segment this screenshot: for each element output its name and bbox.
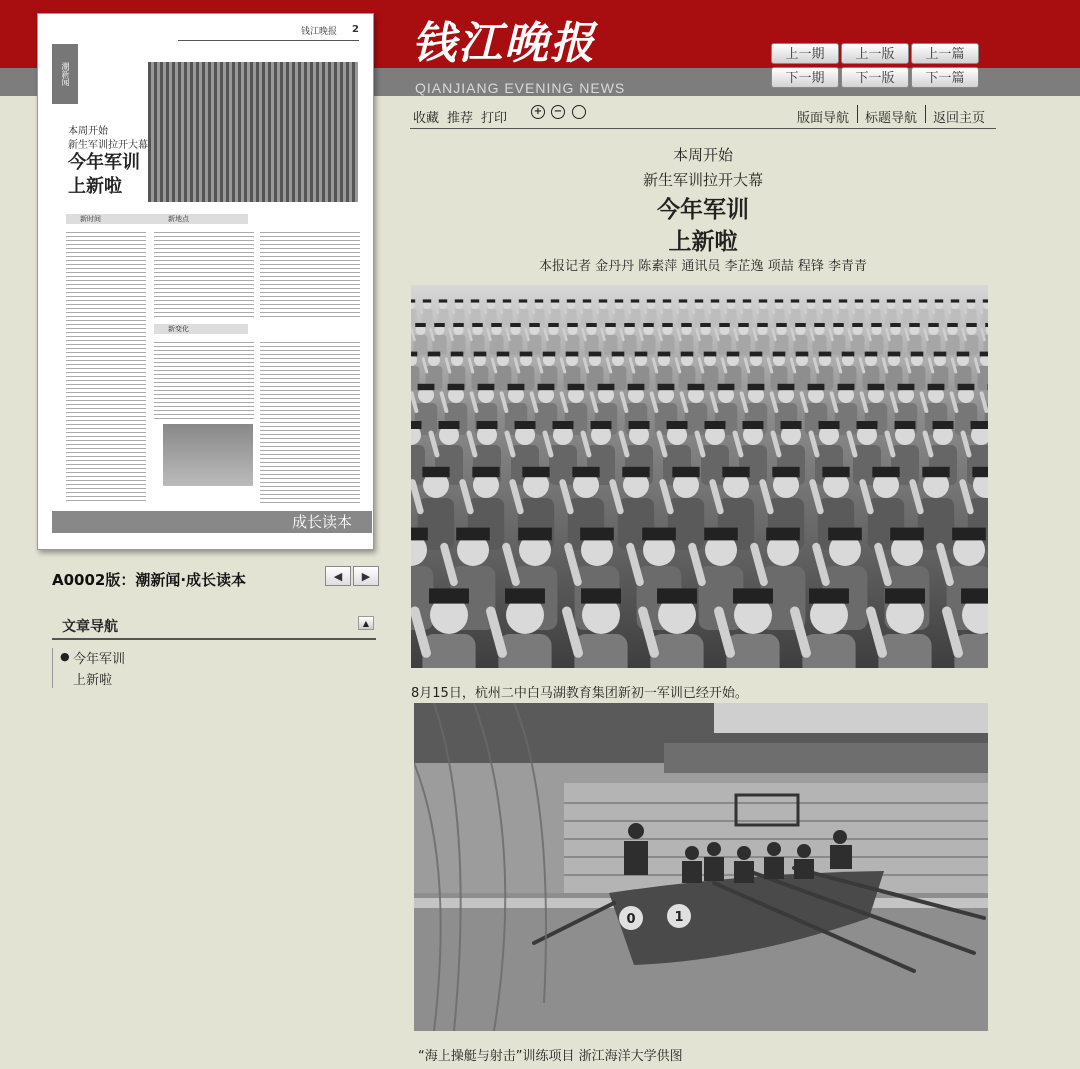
prev-edition-icon[interactable]: ◀: [325, 566, 351, 586]
zoom-out-icon[interactable]: −: [551, 105, 565, 119]
next-article-button[interactable]: 下一篇: [911, 67, 979, 88]
issue-navigation: [771, 43, 981, 88]
edition-pager: [325, 566, 381, 586]
thumbnail-paper-name: 钱江晚报: [300, 27, 337, 37]
article-nav-link[interactable]: 今年军训: [73, 652, 126, 667]
prev-issue-button[interactable]: 上一期: [771, 43, 839, 64]
article-headline-line1: 今年军训: [657, 197, 749, 223]
article-nav-title: 文章导航: [62, 619, 118, 635]
thumbnail-second-photo: [163, 424, 253, 486]
page-thumbnail[interactable]: [37, 13, 374, 550]
thumbnail-section-2: 新地点: [154, 214, 248, 224]
thumbnail-text-column: [154, 229, 254, 319]
page-navigation-link[interactable]: 版面导航: [797, 111, 850, 126]
article-toolbar: [410, 104, 996, 129]
article-nav-list: [52, 648, 253, 688]
boat-number-left: 0: [626, 912, 636, 927]
thumbnail-header: [178, 20, 359, 41]
thumbnail-footer-banner: 成长读本: [52, 511, 372, 533]
next-edition-icon[interactable]: ▶: [353, 566, 379, 586]
edition-label: A0002版：潮新闻·成长读本: [52, 571, 247, 589]
thumbnail-section-1: 新时间: [66, 214, 160, 224]
military-training-photo: [411, 285, 988, 668]
article-nav-header: [52, 614, 376, 640]
divider: [857, 105, 858, 123]
prev-page-button[interactable]: 上一版: [841, 43, 909, 64]
thumbnail-text-column: [260, 339, 360, 504]
next-issue-button[interactable]: 下一期: [771, 67, 839, 88]
rowing-training-photo: [414, 703, 988, 1031]
thumbnail-headline1: 今年军训: [68, 152, 140, 173]
article-kicker-1: 本周开始: [672, 146, 733, 164]
thumbnail-headline2: 上新啦: [68, 176, 122, 197]
article-byline: 本报记者 金丹丹 陈素萍 通讯员 李芷逸 项喆 程锋 李青青: [539, 259, 867, 274]
print-link[interactable]: 打印: [481, 111, 508, 126]
zoom-reset-icon[interactable]: [572, 105, 586, 119]
article-kicker-2: 新生军训拉开大幕: [642, 171, 763, 189]
thumbnail-text-column: [154, 339, 254, 419]
thumbnail-main-photo: [148, 62, 358, 202]
zoom-in-icon[interactable]: +: [531, 105, 545, 119]
next-page-button[interactable]: 下一版: [841, 67, 909, 88]
recommend-link[interactable]: 推荐: [447, 111, 474, 126]
photo-caption-1: 8月15日，杭州二中白马湖教育集团新初一军训已经开始。: [411, 686, 748, 701]
thumbnail-page-number: 2: [352, 24, 359, 35]
boat-number-right: 1: [674, 910, 684, 925]
favorite-link[interactable]: 收藏: [413, 111, 440, 126]
newspaper-logo-english: QIANJIANG EVENING NEWS: [415, 80, 626, 96]
article-headline-line2: 上新啦: [668, 229, 738, 255]
photo-caption-2: “海上操艇与射击”训练项目 浙江海洋大学供图: [418, 1049, 683, 1064]
home-link[interactable]: 返回主页: [933, 111, 986, 126]
newspaper-logo[interactable]: 钱江晚报: [412, 18, 596, 69]
prev-article-button[interactable]: 上一篇: [911, 43, 979, 64]
thumbnail-side-tag: 潮新闻: [52, 44, 78, 104]
thumbnail-kicker1: 本周开始: [68, 126, 108, 137]
thumbnail-text-column: [66, 229, 146, 504]
bullet-icon: ●: [60, 650, 70, 663]
thumbnail-text-column: [260, 229, 360, 319]
thumbnail-kicker2: 新生军训拉开大幕: [68, 140, 148, 151]
thumbnail-section-3: 新变化: [154, 324, 248, 334]
title-navigation-link[interactable]: 标题导航: [865, 111, 918, 126]
collapse-icon[interactable]: ▲: [358, 616, 374, 630]
article-nav-link-line2[interactable]: 上新啦: [73, 673, 113, 688]
divider: [925, 105, 926, 123]
